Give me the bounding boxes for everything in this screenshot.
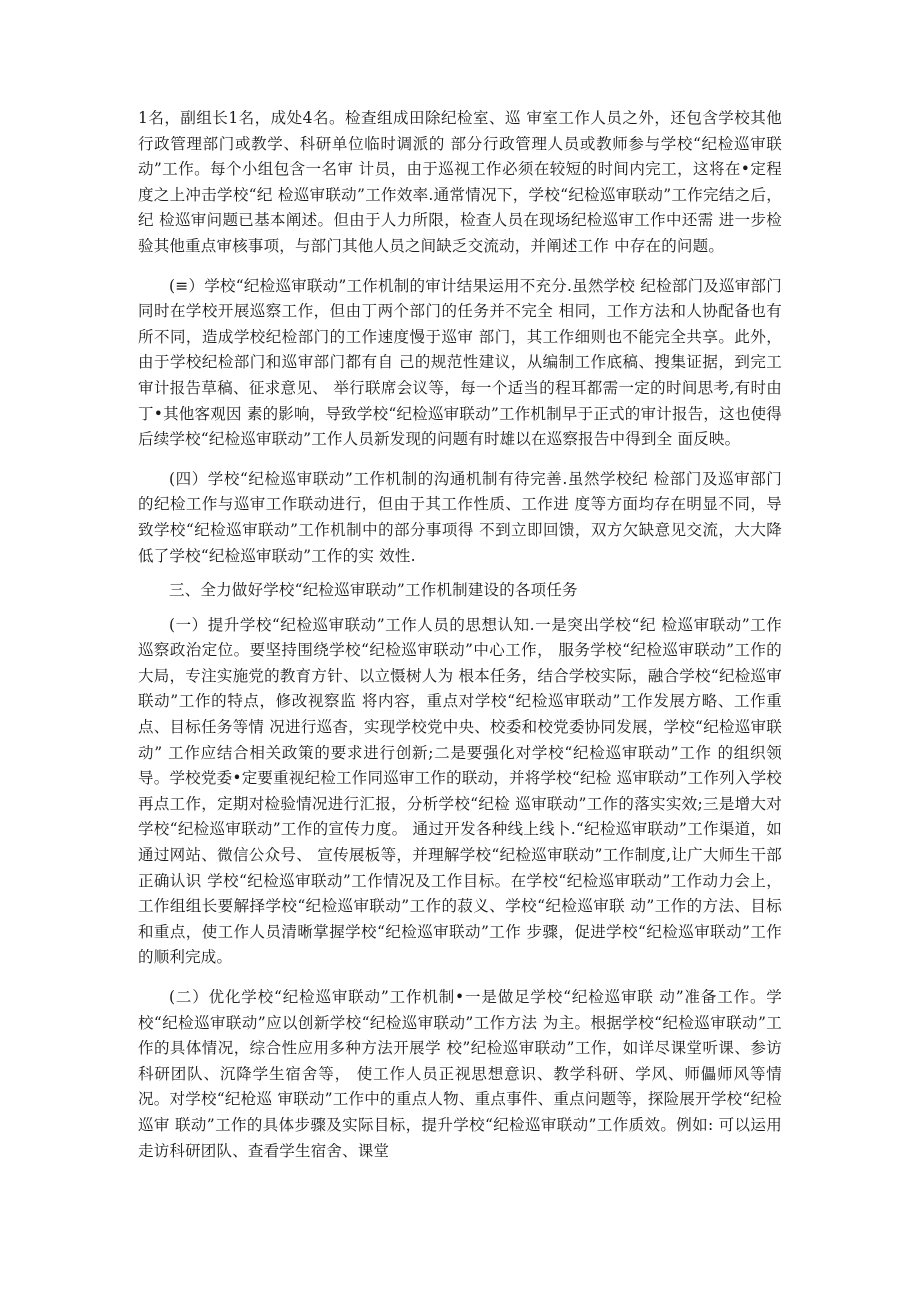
paragraph-communication: (四）学校“纪检巡审联动”工作机制的沟通机制有待完善.虽然学校纪 检部门及巡审部门的纪检工作与巡审工作联动进行，但由于其工作性质、工作进 度等方面均存在明显不同，导致学校“纪检巡审联动”工作机制中的部分事项得 不到立即回馈，双方欠缺意见交流，大大降低了学校“纪检巡审联动”工作的实 效性. bbox=[138, 469, 782, 565]
paragraph-improve-awareness: (一）提升学校“纪检巡审联动”工作人员的思想认知.一是突出学校“纪 检巡审联动”工作巡察政治定位。要坚持围绕学校“纪检巡审联动”中心工作， 服务学校“纪检巡审联动”工作的大局，专注实施党的教育方针、以立慑树人为 根本任务，结合学校实际，融合学校“纪检巡审联动”工作的特点，修改视察监 将内容，重点对学校“纪检巡审联动”工作发展方略、工作重点、目标任务等情 况进行巡杳，实现学校党中央、校委和校党委协同发展，学校“纪检巡审联动” 工作应结合相关政策的要求进行创新;二是要强化对学校“纪检巡审联动”工作 的组织领导。学校党委•定要重视纪检工作同巡审工作的联动，并将学校“纪检 巡审联动”工作列入学校再点工作，定期对检验情况进行汇报，分析学校“纪检 巡审联动”工作的落实实效;三是增大对学校“纪检巡审联动”工作的宣传力度。 通过开发各种线上线卜.“纪检巡审联动”工作渠道，如通过网站、微信公众号、 宣传展板等，并理解学校“纪检巡审联动”工作制度,让广大师生干部正确认识 学校“纪检巡审联动”工作情况及工作目标。在学校“纪检巡审联动”工作动力会上，工作组组长要解择学校“纪检巡审联动”工作的菽义、学校“纪检巡审联 动”工作的方法、目标和重点，使工作人员清晰掌握学校“纪检巡审联动”工作 步骤，促进学校“纪检巡审联动”工作的顺利完成。 bbox=[138, 615, 782, 967]
paragraph-inspection-team: 1名，副组长1名，成处4名。检查组成田除纪检室、巡 审室工作人员之外，还包含学校其他行政管理部门或教学、科研单位临时调派的 部分行政管理人员或教师参与学校“纪检巡审联动”工作。每个小组包含一名审 计员，由于巡视工作必须在较短的时间内完工，这将在•定程度之上冲击学校“纪 检巡审联动”工作效率.通常情况下，学校“纪检巡审联动”工作完结之后，纪 检巡审问题已基本阐述。但由于人力所限，检查人员在现场纪检巡审工作中还需 进一步检验其他重点审核事项，与部门其他人员之间缺乏交流动，并阐述工作 中存在的问题。 bbox=[138, 109, 782, 255]
section-heading-tasks: 三、全力做好学校“纪检巡审联动”工作机制建设的各项任务 bbox=[169, 581, 578, 600]
paragraph-audit-results: (≡）学校“纪检巡审联动”工作机制的审计结果运用不充分.虽然学校 纪检部门及巡审部门同时在学校开展巡察工作，但由丁两个部门的任务并不完全 相同，工作方法和人协配备也有所不同，造成学校纪检部门的工作速度慢于巡审 部门，其工作细则也不能完全共享。此外，由于学校纪检部门和巡审部门都有自 己的规范性建议，从编制工作底稿、搜集证据，到完工审计报告草稿、征求意见、 举行联席会议等，每一个适当的程耳都需一定的时间思考,有时由丁•其他客观因 素的影响，导致学校“纪检巡审联动”工作机制早于正式的审计报告，这也使得 后续学校“纪检巡审联动”工作人员新发现的问题有时雄以在巡察报告中得到全 面反映。 bbox=[138, 276, 782, 449]
document-body bbox=[138, 106, 782, 1164]
paragraph-optimize-mechanism: (二）优化学校“纪检巡审联动”工作机制•一是做足学校“纪检巡审联 动”准备工作。学校“纪检巡审联动”应以创新学校“纪检巡审联动”工作方法 为主。根据学校“纪检巡审联动”工作的具体情况，综合性应用多种方法开展学 校”纪检巡审联动”工作，如详尽课堂听课、参访科研团队、沉降学生宿舍等， 使工作人员正视思想意识、教学科研、学风、师儡师风等情况。对学校“纪枪巡 审联动”工作中的重点人物、重点事件、重点问题等，探险展开学校“纪检巡审 联动”工作的具体步骤及实际目标，提升学校“纪检巡审联动”工作质效。例如: 可以运用走访科研团队、查看学生宿舍、课堂 bbox=[138, 988, 782, 1160]
